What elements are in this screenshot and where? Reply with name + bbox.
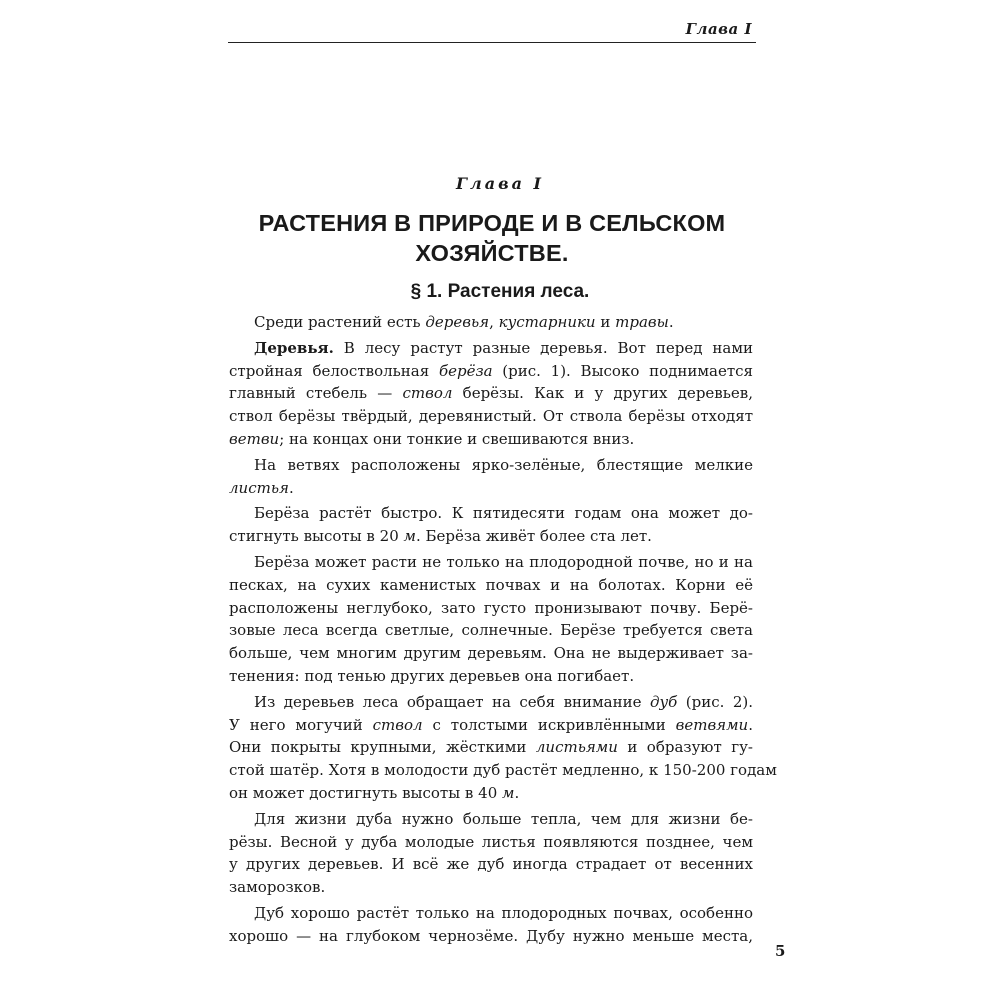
- text-run: Берёза растёт быстро. К пятидесяти годам она может до-: [254, 504, 753, 523]
- text-line: [229, 619, 753, 642]
- text-line: [229, 428, 753, 451]
- italic-term: берёза: [438, 361, 493, 380]
- chapter-title-line: ХОЗЯЙСТВЕ.: [415, 240, 569, 266]
- text-run: и: [595, 313, 616, 331]
- text-line: [229, 714, 753, 737]
- page-number: 5: [775, 942, 786, 960]
- text-run: Среди растений есть: [254, 313, 426, 331]
- italic-term: м: [502, 783, 515, 802]
- text-run: Они покрыты крупными, жёсткими: [229, 738, 536, 757]
- text-line: [229, 360, 753, 383]
- text-run: (рис. 2).: [677, 692, 753, 711]
- text-run: .: [668, 313, 674, 331]
- text-run: Из деревьев леса обращает на себя внимание: [254, 692, 650, 711]
- text-line: [229, 853, 753, 876]
- text-line: [229, 782, 753, 805]
- text-line: [229, 736, 753, 759]
- text-line: [229, 759, 777, 782]
- text-line: [229, 831, 753, 854]
- text-line: [229, 382, 753, 405]
- text-run: стой шатёр. Хотя в молодости дуб растёт медленно, к 150-200 годам: [229, 761, 777, 780]
- text-line: [229, 311, 753, 334]
- text-run: ствол берёзы твёрдый, деревянистый. От ствола берёзы отходят: [229, 407, 753, 426]
- text-run: и образуют гу-: [617, 738, 753, 757]
- italic-term: ветвями: [675, 715, 749, 734]
- text-run: . Берёза живёт более ста лет.: [415, 527, 652, 546]
- text-run: ; на концах они тонкие и свешиваются вниз.: [279, 429, 635, 448]
- text-run: у других деревьев. И всё же дуб иногда страдает от весенних: [229, 855, 753, 874]
- italic-term: кустарники: [498, 313, 596, 331]
- text-run: стигнуть высоты в 20: [229, 527, 404, 546]
- text-line: [229, 597, 753, 620]
- text-run: с толстыми искривлёнными: [422, 715, 676, 734]
- text-run: .: [748, 715, 753, 734]
- text-run: На ветвях расположены ярко-зелёные, блестящие мелкие: [254, 455, 753, 474]
- text-line: [229, 502, 753, 525]
- italic-term: ствол: [372, 715, 423, 734]
- text-run: (рис. 1). Высоко поднимается: [492, 361, 753, 380]
- italic-term: дуб: [649, 692, 678, 711]
- text-run: зовые леса всегда светлые, солнечные. Берёзе требуется света: [229, 621, 753, 640]
- text-line: [229, 477, 753, 500]
- italic-term: листья: [229, 478, 289, 497]
- text-run: берёзы. Как и у других деревьев,: [452, 384, 753, 403]
- text-run: стройная белоствольная: [229, 361, 439, 380]
- text-run: расположены неглубоко, зато густо пронизывают почву. Берё-: [229, 598, 753, 617]
- text-run: он может достигнуть высоты в 40: [229, 783, 503, 802]
- text-line: [229, 454, 753, 477]
- italic-term: листьями: [535, 738, 618, 757]
- running-head-title: Глава I: [685, 20, 752, 38]
- text-run: ,: [489, 313, 499, 331]
- text-line: [229, 337, 753, 360]
- text-run: заморозков.: [229, 878, 326, 897]
- text-run: Дуб хорошо растёт только на плодородных почвах, особенно: [254, 903, 753, 922]
- text-line: [229, 405, 753, 428]
- italic-term: ствол: [402, 384, 453, 403]
- text-line: [229, 642, 753, 665]
- text-run: хорошо — на глубоком чернозёме. Дубу нужно меньше места,: [229, 926, 753, 945]
- italic-term: м: [403, 527, 416, 546]
- text-run: В лесу растут разные деревья. Вот перед нами: [333, 338, 753, 357]
- chapter-label: Глава I: [455, 174, 545, 193]
- running-header: [228, 20, 756, 43]
- text-run: больше, чем многим другим деревьям. Она не выдерживает за-: [229, 644, 753, 663]
- text-line: [229, 665, 753, 688]
- text-run: песках, на сухих каменистых почвах и на болотах. Корни её: [229, 575, 753, 594]
- text-line: [229, 902, 753, 925]
- text-run: У него могучий: [229, 715, 373, 734]
- chapter-title-line: РАСТЕНИЯ В ПРИРОДЕ И В СЕЛЬСКОМ: [258, 210, 726, 236]
- section-title: § 1. Растения леса.: [410, 281, 590, 302]
- chapter-title: [228, 208, 756, 268]
- text-run: Для жизни дуба нужно больше тепла, чем для жизни бе-: [254, 809, 753, 828]
- text-run: главный стебель —: [229, 384, 403, 403]
- text-run: Берёза может расти не только на плодородной почве, но и на: [254, 552, 753, 571]
- bold-term: Деревья.: [254, 338, 334, 357]
- text-line: [229, 551, 753, 574]
- text-run: .: [514, 783, 520, 802]
- text-line: [229, 925, 753, 948]
- text-line: [229, 574, 753, 597]
- text-run: тенения: под тенью других деревьев она погибает.: [229, 666, 635, 685]
- text-run: рёзы. Весной у дуба молодые листья появляются позднее, чем: [229, 832, 753, 851]
- text-line: [229, 808, 753, 831]
- italic-term: ветви: [229, 429, 280, 448]
- text-line: [229, 525, 753, 548]
- text-line: [229, 876, 753, 899]
- text-run: .: [288, 478, 294, 497]
- body-text: [229, 311, 777, 948]
- italic-term: деревья: [425, 313, 490, 331]
- italic-term: травы: [615, 313, 669, 331]
- text-line: [229, 691, 753, 714]
